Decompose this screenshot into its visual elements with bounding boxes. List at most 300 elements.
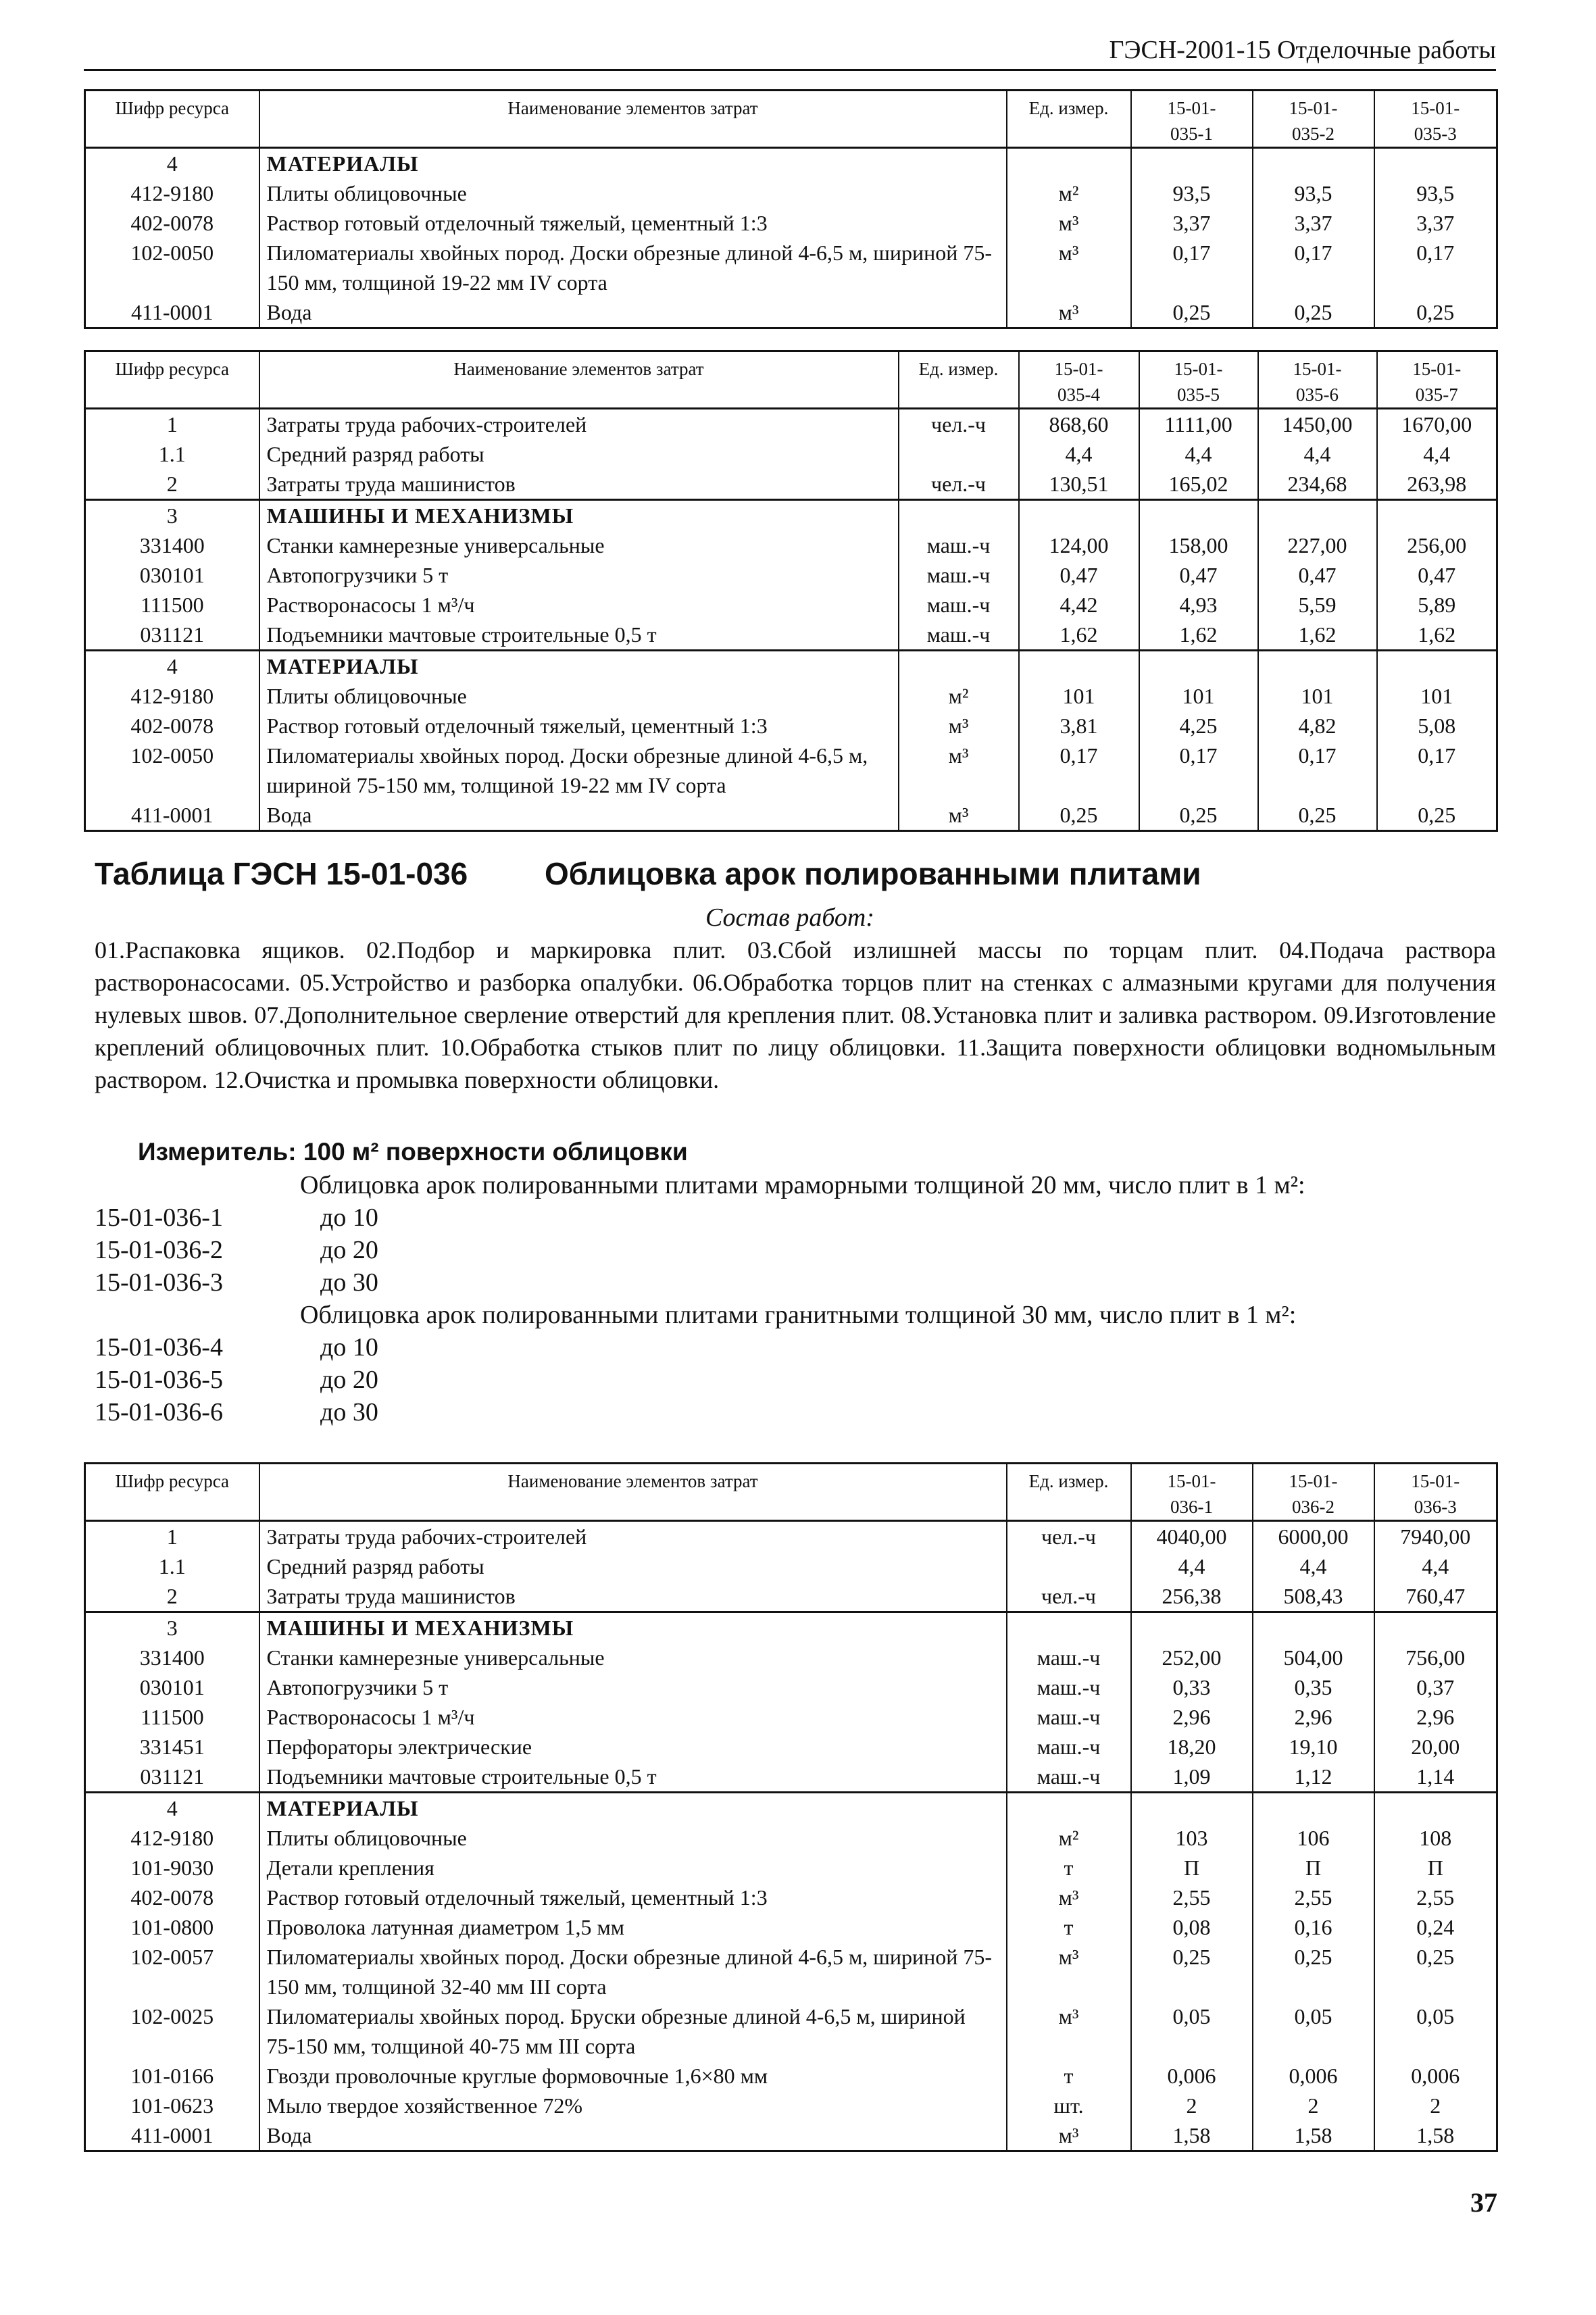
table-row <box>85 208 1497 238</box>
resource-table-035-4-7 <box>84 350 1498 832</box>
norm-value: 20,00 <box>1374 1732 1497 1762</box>
variant-item <box>95 1266 1496 1299</box>
norm-value <box>1139 500 1258 531</box>
unit-of-measure: м³ <box>1007 2120 1131 2151</box>
running-header-title: ГЭСН-2001-15 Отделочные работы <box>1109 36 1496 64</box>
table-row <box>85 590 1497 620</box>
header-norm-code-line: 035-1 <box>1170 124 1213 144</box>
header-norm-code-line: 036-2 <box>1292 1497 1335 1517</box>
header-code: Шифр ресурса <box>85 351 259 409</box>
header-norm-code-line: 15-01- <box>1293 359 1342 379</box>
unit-of-measure: м³ <box>1007 208 1131 238</box>
norm-value: 5,08 <box>1377 711 1497 741</box>
norm-value: 1,62 <box>1377 620 1497 651</box>
norm-value: 263,98 <box>1377 469 1497 500</box>
variant-code: 15-01-036-5 <box>95 1366 223 1394</box>
resource-code: 411-0001 <box>85 800 259 831</box>
norm-value: 101 <box>1139 681 1258 711</box>
norm-value <box>1374 1793 1497 1824</box>
resource-code: 030101 <box>85 560 259 590</box>
composition-text: 01.Распаковка ящиков. 02.Подбор и маркировка плит. 03.Сбой излишней массы по торцам плит. 04.Подача раствора растворонасосами. 05.Устройство и разборка опалубки. 06.Обработка торцов плит на стенках с алмазными кругами для получения нулевых швов. 07.Дополнительное сверление отверстий для крепления плит. 08.Установка плит и заливка раствором. 09.Изготовление креплений облицовочных плит. 10.Обработка стыков плит по лицу облицовки. 11.Защита поверхности облицовки водномыльным раствором. 12.Очистка и промывка поверхности облицовки. <box>95 937 1496 1093</box>
unit-of-measure: м² <box>899 681 1019 711</box>
norm-value: 0,24 <box>1374 1912 1497 1942</box>
norm-value: 101 <box>1019 681 1139 711</box>
unit-of-measure <box>1007 148 1131 179</box>
resource-code: 402-0078 <box>85 711 259 741</box>
resource-name: Гвозди проволочные круглые формовочные 1,6×80 мм <box>259 2061 1007 2091</box>
unit-of-measure: чел.-ч <box>899 409 1019 440</box>
header-name: Наименование элементов затрат <box>259 1464 1007 1521</box>
header-norm-code-line: 15-01- <box>1411 1471 1460 1491</box>
table-row <box>85 1643 1497 1672</box>
norm-value: 868,60 <box>1019 409 1139 440</box>
norm-value: 508,43 <box>1253 1581 1374 1612</box>
norm-value: 3,81 <box>1019 711 1139 741</box>
header-norm-code <box>1019 351 1139 409</box>
variant-code: 15-01-036-2 <box>95 1236 223 1264</box>
norm-value: 0,25 <box>1374 297 1497 328</box>
table-row <box>85 1581 1497 1612</box>
norm-value: 2,55 <box>1131 1883 1253 1912</box>
resource-code: 402-0078 <box>85 1883 259 1912</box>
norm-value: 0,006 <box>1253 2061 1374 2091</box>
norm-value: 158,00 <box>1139 530 1258 560</box>
table-title: Облицовка арок полированными плитами <box>545 856 1201 891</box>
section-row <box>85 651 1497 682</box>
section-row <box>85 148 1497 179</box>
table-row <box>85 1521 1497 1552</box>
norm-value: 0,08 <box>1131 1912 1253 1942</box>
resource-name: Затраты труда рабочих-строителей <box>259 1521 1007 1552</box>
table-row <box>85 469 1497 500</box>
table-row <box>85 2001 1497 2061</box>
header-norm-code <box>1377 351 1497 409</box>
header-norm-code-line: 035-7 <box>1415 384 1458 405</box>
norm-value: 4,4 <box>1377 439 1497 469</box>
unit-of-measure: м³ <box>1007 297 1131 328</box>
norm-value: 0,25 <box>1253 297 1374 328</box>
unit-of-measure: м³ <box>1007 2001 1131 2061</box>
resource-name: Автопогрузчики 5 т <box>259 560 899 590</box>
norm-value: 0,47 <box>1377 560 1497 590</box>
norm-value: 1450,00 <box>1258 409 1377 440</box>
header-norm-code-line: 15-01- <box>1167 1471 1216 1491</box>
norm-value: 3,37 <box>1374 208 1497 238</box>
section-title: МАТЕРИАЛЫ <box>259 1793 1007 1824</box>
norm-value: 2 <box>1253 2091 1374 2120</box>
variant-item <box>95 1396 1496 1428</box>
page-number: 37 <box>1470 2187 1497 2218</box>
norm-value: 4,4 <box>1139 439 1258 469</box>
composition-title: Состав работ: <box>705 903 875 932</box>
section-title: МАТЕРИАЛЫ <box>259 148 1007 179</box>
norm-value: 1,12 <box>1253 1762 1374 1793</box>
unit-of-measure: м³ <box>1007 1942 1131 2001</box>
header-norm-code <box>1131 1464 1253 1521</box>
norm-value: 0,25 <box>1019 800 1139 831</box>
variant-item <box>95 1201 1496 1234</box>
resource-name: Раствор готовый отделочный тяжелый, цементный 1:3 <box>259 208 1007 238</box>
table-row <box>85 1823 1497 1853</box>
norm-value: 2 <box>1131 2091 1253 2120</box>
resource-name: Пиломатериалы хвойных пород. Бруски обрезные длиной 4-6,5 м, шириной 75-150 мм, толщиной 40-75 мм III сорта <box>259 2001 1007 2061</box>
norm-value: 1,62 <box>1019 620 1139 651</box>
norm-value <box>1374 148 1497 179</box>
variant-code: 15-01-036-6 <box>95 1398 223 1426</box>
resource-code: 102-0050 <box>85 238 259 297</box>
norm-value: 2 <box>1374 2091 1497 2120</box>
unit-of-measure: маш.-ч <box>1007 1732 1131 1762</box>
norm-value: 0,47 <box>1019 560 1139 590</box>
norm-value: 0,47 <box>1139 560 1258 590</box>
resource-name: Раствор готовый отделочный тяжелый, цементный 1:3 <box>259 711 899 741</box>
norm-value: 0,37 <box>1374 1672 1497 1702</box>
norm-value: 252,00 <box>1131 1643 1253 1672</box>
norm-value: 4,25 <box>1139 711 1258 741</box>
table-row <box>85 1762 1497 1793</box>
resource-name: Затраты труда машинистов <box>259 1581 1007 1612</box>
resource-name: Затраты труда машинистов <box>259 469 899 500</box>
header-norm-code-line: 15-01- <box>1174 359 1223 379</box>
norm-value: 93,5 <box>1253 178 1374 208</box>
norm-value <box>1019 500 1139 531</box>
section-title: МАТЕРИАЛЫ <box>259 651 899 682</box>
norm-value: 0,25 <box>1258 800 1377 831</box>
norm-value: 106 <box>1253 1823 1374 1853</box>
norm-value <box>1019 651 1139 682</box>
norm-value: 0,17 <box>1253 238 1374 297</box>
resource-code: 412-9180 <box>85 1823 259 1853</box>
header-norm-code <box>1131 91 1253 148</box>
norm-value: 0,16 <box>1253 1912 1374 1942</box>
table-row <box>85 741 1497 800</box>
header-norm-code-line: 035-6 <box>1296 384 1339 405</box>
table-row <box>85 1942 1497 2001</box>
resource-code: 101-0800 <box>85 1912 259 1942</box>
norm-value: 1,14 <box>1374 1762 1497 1793</box>
norm-value: П <box>1374 1853 1497 1883</box>
variant-item <box>95 1234 1496 1266</box>
resource-code: 1 <box>85 1521 259 1552</box>
unit-of-measure: маш.-ч <box>1007 1672 1131 1702</box>
norm-value: 1,09 <box>1131 1762 1253 1793</box>
table-row <box>85 1702 1497 1732</box>
norm-value: 3,37 <box>1131 208 1253 238</box>
resource-code: 331451 <box>85 1732 259 1762</box>
norm-value: 2,55 <box>1374 1883 1497 1912</box>
resource-code: 331400 <box>85 530 259 560</box>
header-unit: Ед. измер. <box>899 351 1019 409</box>
unit-of-measure: маш.-ч <box>899 620 1019 651</box>
resource-code: 1 <box>85 409 259 440</box>
header-norm-code-line: 035-3 <box>1414 124 1457 144</box>
norm-value: 7940,00 <box>1374 1521 1497 1552</box>
running-header <box>84 35 1496 71</box>
resource-name: Плиты облицовочные <box>259 681 899 711</box>
resource-code: 2 <box>85 1581 259 1612</box>
resource-code: 111500 <box>85 1702 259 1732</box>
norm-value: 4,4 <box>1019 439 1139 469</box>
resource-name: Пиломатериалы хвойных пород. Доски обрезные длиной 4-6,5 м, шириной 75-150 мм, толщиной 32-40 мм III сорта <box>259 1942 1007 2001</box>
unit-of-measure: маш.-ч <box>899 590 1019 620</box>
norm-value: 0,05 <box>1131 2001 1253 2061</box>
norm-value: 108 <box>1374 1823 1497 1853</box>
norm-value <box>1131 1793 1253 1824</box>
table-row <box>85 530 1497 560</box>
section-row <box>85 1793 1497 1824</box>
norm-value: 4,4 <box>1253 1551 1374 1581</box>
resource-name: Вода <box>259 800 899 831</box>
header-norm-code-line: 036-3 <box>1414 1497 1457 1517</box>
table-row <box>85 1912 1497 1942</box>
norm-value: 0,47 <box>1258 560 1377 590</box>
unit-of-measure <box>899 500 1019 531</box>
norm-value: 504,00 <box>1253 1643 1374 1672</box>
norm-value <box>1253 1612 1374 1643</box>
variant-code: 15-01-036-1 <box>95 1203 223 1232</box>
header-norm-code <box>1258 351 1377 409</box>
unit-of-measure: маш.-ч <box>899 530 1019 560</box>
variant-group-description: Облицовка арок полированными плитами мраморными толщиной 20 мм, число плит в 1 м²: <box>300 1171 1305 1199</box>
header-norm-code-line: 15-01- <box>1411 98 1460 118</box>
norm-value: 0,35 <box>1253 1672 1374 1702</box>
header-code: Шифр ресурса <box>85 91 259 148</box>
table-row <box>85 681 1497 711</box>
norm-value: 0,17 <box>1139 741 1258 800</box>
table-row <box>85 1551 1497 1581</box>
header-unit: Ед. измер. <box>1007 91 1131 148</box>
norm-value: 4,4 <box>1258 439 1377 469</box>
variant-value: до 10 <box>320 1333 378 1362</box>
table-number: Таблица ГЭСН 15-01-036 <box>95 856 468 891</box>
header-norm-code-line: 035-5 <box>1177 384 1220 405</box>
unit-of-measure: м² <box>1007 1823 1131 1853</box>
header-name: Наименование элементов затрат <box>259 91 1007 148</box>
section-row <box>85 500 1497 531</box>
unit-of-measure: шт. <box>1007 2091 1131 2120</box>
table-row <box>85 2061 1497 2091</box>
norm-value: 256,00 <box>1377 530 1497 560</box>
unit-of-measure: маш.-ч <box>1007 1702 1131 1732</box>
norm-value: 93,5 <box>1374 178 1497 208</box>
norm-value <box>1258 651 1377 682</box>
unit-of-measure: м³ <box>899 711 1019 741</box>
norm-value: 2,96 <box>1253 1702 1374 1732</box>
norm-value: П <box>1131 1853 1253 1883</box>
header-norm-code-line: 035-2 <box>1292 124 1335 144</box>
section-heading <box>95 855 1496 892</box>
variant-value: до 30 <box>320 1268 378 1297</box>
variant-code: 15-01-036-3 <box>95 1268 223 1297</box>
norm-value <box>1131 1612 1253 1643</box>
variant-value: до 30 <box>320 1398 378 1426</box>
header-norm-code <box>1139 351 1258 409</box>
unit-of-measure: маш.-ч <box>899 560 1019 590</box>
norm-value: 1,62 <box>1139 620 1258 651</box>
table-row <box>85 297 1497 328</box>
resource-code: 2 <box>85 469 259 500</box>
table-row <box>85 409 1497 440</box>
table-row <box>85 620 1497 651</box>
table-row <box>85 800 1497 831</box>
resource-code: 102-0025 <box>85 2001 259 2061</box>
section-title: МАШИНЫ И МЕХАНИЗМЫ <box>259 1612 1007 1643</box>
norm-value: 6000,00 <box>1253 1521 1374 1552</box>
header-norm-code <box>1374 1464 1497 1521</box>
unit-of-measure: т <box>1007 2061 1131 2091</box>
header-name: Наименование элементов затрат <box>259 351 899 409</box>
resource-code: 402-0078 <box>85 208 259 238</box>
norm-value: 0,25 <box>1374 1942 1497 2001</box>
norm-value: 4,4 <box>1131 1551 1253 1581</box>
table-row <box>85 560 1497 590</box>
norm-value: 101 <box>1258 681 1377 711</box>
norm-value <box>1374 1612 1497 1643</box>
table-header-row <box>85 1464 1497 1521</box>
resource-name: Станки камнерезные универсальные <box>259 1643 1007 1672</box>
norm-value: 124,00 <box>1019 530 1139 560</box>
resource-code: 031121 <box>85 620 259 651</box>
norm-value <box>1131 148 1253 179</box>
norm-value: 130,51 <box>1019 469 1139 500</box>
resource-name: Подъемники мачтовые строительные 0,5 т <box>259 620 899 651</box>
resource-code: 411-0001 <box>85 297 259 328</box>
resource-code: 3 <box>85 500 259 531</box>
table-header-row <box>85 91 1497 148</box>
resource-name: Детали крепления <box>259 1853 1007 1883</box>
resource-code: 3 <box>85 1612 259 1643</box>
header-norm-code-line: 035-4 <box>1057 384 1100 405</box>
unit-of-measure <box>899 439 1019 469</box>
variant-group-granite <box>95 1299 1496 1428</box>
resource-name: Перфораторы электрические <box>259 1732 1007 1762</box>
resource-name: Растворонасосы 1 м³/ч <box>259 590 899 620</box>
header-norm-code-line: 036-1 <box>1170 1497 1213 1517</box>
resource-code: 030101 <box>85 1672 259 1702</box>
unit-of-measure: чел.-ч <box>1007 1521 1131 1552</box>
resource-code: 102-0050 <box>85 741 259 800</box>
unit-of-measure: т <box>1007 1853 1131 1883</box>
unit-of-measure: м³ <box>899 741 1019 800</box>
section-title: МАШИНЫ И МЕХАНИЗМЫ <box>259 500 899 531</box>
resource-code: 412-9180 <box>85 178 259 208</box>
resource-code: 412-9180 <box>85 681 259 711</box>
resource-name: Вода <box>259 297 1007 328</box>
header-unit: Ед. измер. <box>1007 1464 1131 1521</box>
norm-value: 1,58 <box>1374 2120 1497 2151</box>
norm-value: 4,93 <box>1139 590 1258 620</box>
resource-code: 031121 <box>85 1762 259 1793</box>
resource-code: 4 <box>85 148 259 179</box>
header-code: Шифр ресурса <box>85 1464 259 1521</box>
resource-name: Проволока латунная диаметром 1,5 мм <box>259 1912 1007 1942</box>
norm-value: 165,02 <box>1139 469 1258 500</box>
resource-code: 4 <box>85 651 259 682</box>
resource-name: Подъемники мачтовые строительные 0,5 т <box>259 1762 1007 1793</box>
variant-group-marble <box>95 1169 1496 1299</box>
norm-value <box>1377 651 1497 682</box>
norm-value: 0,17 <box>1377 741 1497 800</box>
table-row <box>85 2120 1497 2151</box>
resource-name: Плиты облицовочные <box>259 1823 1007 1853</box>
resource-name: Вода <box>259 2120 1007 2151</box>
section-row <box>85 1612 1497 1643</box>
resource-name: Плиты облицовочные <box>259 178 1007 208</box>
resource-table-036-1-3 <box>84 1462 1498 2152</box>
table-row <box>85 1672 1497 1702</box>
norm-value: 1,62 <box>1258 620 1377 651</box>
norm-value: 0,05 <box>1374 2001 1497 2061</box>
unit-of-measure: т <box>1007 1912 1131 1942</box>
norm-value: 227,00 <box>1258 530 1377 560</box>
header-norm-code-line: 15-01- <box>1412 359 1462 379</box>
resource-code: 1.1 <box>85 439 259 469</box>
unit-of-measure <box>899 651 1019 682</box>
table-row <box>85 711 1497 741</box>
norm-value: 0,25 <box>1253 1942 1374 2001</box>
norm-value: 0,25 <box>1131 297 1253 328</box>
resource-code: 101-0623 <box>85 2091 259 2120</box>
header-norm-code-line: 15-01- <box>1167 98 1216 118</box>
norm-value: 19,10 <box>1253 1732 1374 1762</box>
norm-value: 0,05 <box>1253 2001 1374 2061</box>
table-row <box>85 1883 1497 1912</box>
header-norm-code-line: 15-01- <box>1289 98 1338 118</box>
norm-value: 234,68 <box>1258 469 1377 500</box>
resource-name: Средний разряд работы <box>259 439 899 469</box>
header-norm-code-line: 15-01- <box>1289 1471 1338 1491</box>
norm-value: 0,33 <box>1131 1672 1253 1702</box>
header-norm-code-line: 15-01- <box>1054 359 1103 379</box>
norm-value: 2,96 <box>1374 1702 1497 1732</box>
norm-value <box>1139 651 1258 682</box>
unit-of-measure <box>1007 1551 1131 1581</box>
unit-of-measure: м³ <box>899 800 1019 831</box>
header-norm-code <box>1253 1464 1374 1521</box>
norm-value: 4040,00 <box>1131 1521 1253 1552</box>
resource-name: Раствор готовый отделочный тяжелый, цементный 1:3 <box>259 1883 1007 1912</box>
resource-name: Мыло твердое хозяйственное 72% <box>259 2091 1007 2120</box>
variant-item <box>95 1364 1496 1396</box>
variant-value: до 20 <box>320 1236 378 1264</box>
norm-value: 0,25 <box>1131 1942 1253 2001</box>
norm-value: 0,17 <box>1258 741 1377 800</box>
resource-code: 101-0166 <box>85 2061 259 2091</box>
resource-name: Средний разряд работы <box>259 1551 1007 1581</box>
norm-value <box>1253 148 1374 179</box>
resource-code: 111500 <box>85 590 259 620</box>
resource-code: 4 <box>85 1793 259 1824</box>
table-row <box>85 1732 1497 1762</box>
variant-value: до 10 <box>320 1203 378 1232</box>
table-row <box>85 439 1497 469</box>
norm-value: 256,38 <box>1131 1581 1253 1612</box>
resource-code: 101-9030 <box>85 1853 259 1883</box>
norm-value: 1,58 <box>1253 2120 1374 2151</box>
measurer: Измеритель: 100 м² поверхности облицовки <box>138 1138 688 1166</box>
norm-value: П <box>1253 1853 1374 1883</box>
unit-of-measure: маш.-ч <box>1007 1762 1131 1793</box>
norm-value: 93,5 <box>1131 178 1253 208</box>
resource-code: 331400 <box>85 1643 259 1672</box>
norm-value: 756,00 <box>1374 1643 1497 1672</box>
norm-value: 1111,00 <box>1139 409 1258 440</box>
unit-of-measure <box>1007 1793 1131 1824</box>
variant-code: 15-01-036-4 <box>95 1333 223 1362</box>
resource-code: 411-0001 <box>85 2120 259 2151</box>
norm-value: 0,25 <box>1139 800 1258 831</box>
variant-value: до 20 <box>320 1366 378 1394</box>
